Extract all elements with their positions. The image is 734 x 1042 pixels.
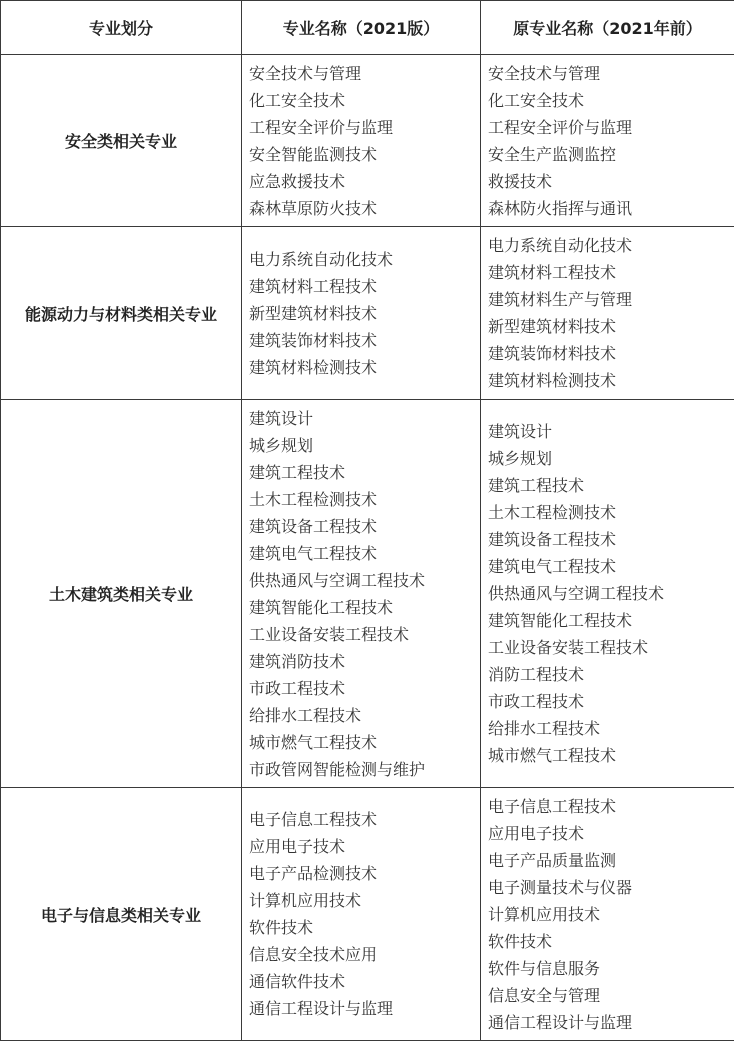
new-names-cell bbox=[242, 400, 481, 788]
major-name: 工程安全评价与监理 bbox=[488, 117, 633, 137]
major-name: 消防工程技术 bbox=[488, 665, 585, 684]
category-cell: 安全类相关专业 bbox=[1, 55, 242, 227]
table-row bbox=[1, 788, 734, 1041]
major-name: 建筑材料检测技术 bbox=[488, 371, 617, 390]
major-name: 电子信息工程技术 bbox=[488, 796, 617, 816]
major-name: 建筑材料检测技术 bbox=[249, 357, 378, 377]
major-name: 土木工程检测技术 bbox=[488, 503, 617, 522]
header-new-name: 专业名称（2021版） bbox=[242, 1, 481, 55]
major-name: 建筑工程技术 bbox=[488, 476, 585, 495]
major-name: 信息安全技术应用 bbox=[249, 945, 378, 964]
major-name: 安全生产监测监控 bbox=[488, 144, 617, 164]
major-name: 建筑设计 bbox=[488, 422, 553, 441]
major-name: 电子产品质量监测 bbox=[488, 850, 617, 870]
header-category: 专业划分 bbox=[1, 1, 242, 55]
header-row bbox=[1, 1, 734, 55]
major-name: 供热通风与空调工程技术 bbox=[249, 570, 426, 590]
new-names-cell bbox=[242, 227, 481, 400]
major-name: 给排水工程技术 bbox=[249, 705, 362, 725]
major-name: 建筑智能化工程技术 bbox=[249, 597, 394, 617]
major-name: 电子产品检测技术 bbox=[249, 864, 378, 883]
major-name: 化工安全技术 bbox=[249, 90, 346, 110]
major-name: 建筑设备工程技术 bbox=[488, 530, 617, 549]
table-row bbox=[1, 55, 734, 227]
table-row bbox=[1, 400, 734, 788]
major-name: 安全智能监测技术 bbox=[249, 144, 378, 164]
major-name: 建筑装饰材料技术 bbox=[488, 344, 617, 363]
major-name: 通信工程设计与监理 bbox=[249, 999, 394, 1018]
old-names-cell bbox=[481, 55, 734, 227]
table-row bbox=[1, 227, 734, 400]
major-name: 市政工程技术 bbox=[249, 678, 346, 698]
old-names-cell bbox=[481, 227, 734, 400]
major-name: 建筑材料生产与管理 bbox=[488, 290, 633, 309]
major-name: 软件技术 bbox=[249, 918, 314, 937]
category-cell: 电子与信息类相关专业 bbox=[1, 788, 242, 1041]
major-name: 计算机应用技术 bbox=[488, 904, 601, 924]
major-name: 信息安全与管理 bbox=[488, 985, 601, 1005]
header-old-name: 原专业名称（2021年前） bbox=[481, 1, 734, 55]
major-name: 建筑电气工程技术 bbox=[249, 543, 378, 563]
major-name: 建筑设备工程技术 bbox=[249, 516, 378, 536]
major-name: 电子测量技术与仪器 bbox=[488, 877, 633, 897]
major-name: 建筑设计 bbox=[249, 408, 314, 428]
major-name: 建筑工程技术 bbox=[249, 462, 346, 482]
major-name: 建筑材料工程技术 bbox=[249, 276, 378, 296]
major-name: 市政管网智能检测与维护 bbox=[249, 759, 426, 779]
major-name: 应用电子技术 bbox=[249, 837, 346, 856]
major-name: 新型建筑材料技术 bbox=[488, 317, 617, 336]
major-name: 救援技术 bbox=[488, 171, 553, 191]
major-name: 给排水工程技术 bbox=[488, 719, 601, 738]
old-names-cell bbox=[481, 788, 734, 1041]
major-name: 建筑电气工程技术 bbox=[488, 557, 617, 576]
new-names-cell bbox=[242, 788, 481, 1041]
major-name: 计算机应用技术 bbox=[249, 891, 362, 910]
major-name: 新型建筑材料技术 bbox=[249, 303, 378, 323]
major-name: 城市燃气工程技术 bbox=[488, 746, 617, 765]
major-name: 工程安全评价与监理 bbox=[249, 117, 394, 137]
major-name: 电力系统自动化技术 bbox=[488, 236, 633, 255]
major-name: 建筑智能化工程技术 bbox=[488, 611, 633, 630]
major-name: 工业设备安装工程技术 bbox=[488, 638, 649, 657]
major-name: 土木工程检测技术 bbox=[249, 489, 378, 509]
major-name: 工业设备安装工程技术 bbox=[249, 624, 410, 644]
major-name: 建筑装饰材料技术 bbox=[249, 330, 378, 350]
major-name: 森林防火指挥与通讯 bbox=[488, 198, 633, 218]
major-name: 安全技术与管理 bbox=[249, 63, 362, 83]
major-name: 软件技术 bbox=[488, 931, 553, 951]
major-name: 通信工程设计与监理 bbox=[488, 1012, 633, 1032]
major-name: 建筑材料工程技术 bbox=[488, 263, 617, 282]
major-name: 市政工程技术 bbox=[488, 692, 585, 711]
category-cell: 能源动力与材料类相关专业 bbox=[1, 227, 242, 400]
major-name: 森林草原防火技术 bbox=[249, 198, 378, 218]
major-name: 化工安全技术 bbox=[488, 90, 585, 110]
major-name: 应急救援技术 bbox=[249, 171, 346, 191]
major-name: 城市燃气工程技术 bbox=[249, 732, 378, 752]
major-name: 电力系统自动化技术 bbox=[249, 249, 394, 269]
major-name: 安全技术与管理 bbox=[488, 63, 601, 83]
major-name: 软件与信息服务 bbox=[488, 958, 601, 978]
table-body bbox=[1, 55, 734, 1041]
new-names-cell bbox=[242, 55, 481, 227]
major-name: 城乡规划 bbox=[249, 435, 314, 455]
old-names-cell bbox=[481, 400, 734, 788]
major-name: 供热通风与空调工程技术 bbox=[488, 584, 665, 603]
major-name: 建筑消防技术 bbox=[249, 651, 346, 671]
major-name: 城乡规划 bbox=[488, 449, 553, 468]
major-name: 通信软件技术 bbox=[249, 972, 346, 991]
major-name: 应用电子技术 bbox=[488, 823, 585, 843]
category-cell: 土木建筑类相关专业 bbox=[1, 400, 242, 788]
major-name: 电子信息工程技术 bbox=[249, 810, 378, 829]
